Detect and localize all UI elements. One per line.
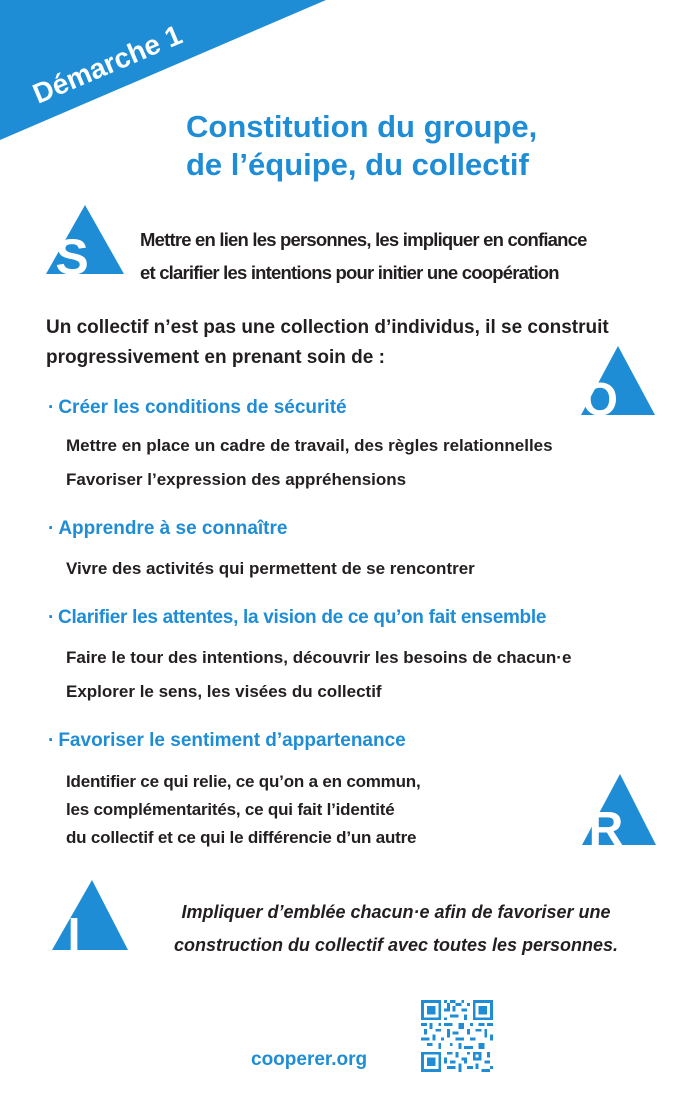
- intro-text: [140, 223, 587, 289]
- section-1-line-1: Mettre en place un cadre de travail, des règles relationnelles: [66, 436, 553, 455]
- triangle-i-letter: I: [67, 908, 81, 952]
- banner-label: Démarche 1: [28, 18, 187, 110]
- bullet: ·: [48, 518, 55, 539]
- lead-line-2: progressivement en prenant soin de :: [46, 347, 385, 368]
- triangle-r-icon: [580, 774, 658, 846]
- section-4-lines: [66, 768, 421, 852]
- closing-line-1: Impliquer d’emblée chacun·e afin de favoriser une: [181, 902, 611, 922]
- section-2-line-1: Vivre des activités qui permettent de se rencontrer: [66, 559, 475, 578]
- triangle-i-icon: [50, 880, 130, 952]
- intro-line-2: et clarifier les intentions pour initier une coopération: [140, 262, 559, 283]
- lead-text: [46, 313, 609, 373]
- bullet: ·: [48, 397, 55, 418]
- triangle-o-icon: [578, 346, 656, 416]
- closing-text: [148, 896, 644, 962]
- title-line-2: de l’équipe, du collectif: [186, 147, 529, 182]
- triangle-s-letter: S: [55, 229, 89, 275]
- triangle-r-letter: R: [588, 803, 624, 846]
- page-title: [186, 108, 537, 184]
- qr-code-icon[interactable]: [421, 1000, 493, 1072]
- triangle-s-icon: [44, 205, 126, 275]
- bullet: ·: [48, 607, 55, 628]
- triangle-o-letter: O: [582, 373, 618, 416]
- section-heading-3: · Clarifier les attentes, la vision de ce qu’on fait ensemble: [48, 607, 547, 628]
- title-line-1: Constitution du groupe,: [186, 109, 538, 144]
- section-3-line-2: Explorer le sens, les visées du collectif: [66, 682, 382, 701]
- section-heading-4: · Favoriser le sentiment d’appartenance: [48, 730, 406, 751]
- section-3-line-1: Faire le tour des intentions, découvrir les besoins de chacun·e: [66, 648, 572, 667]
- bullet: ·: [48, 730, 55, 751]
- section-4-line-3: du collectif et ce qui le différencie d’un autre: [66, 828, 417, 847]
- section-heading-2: · Apprendre à se connaître: [48, 518, 288, 539]
- intro-line-1: Mettre en lien les personnes, les impliquer en confiance: [140, 229, 587, 250]
- section-4-line-1: Identifier ce qui relie, ce qu’on a en commun,: [66, 772, 421, 791]
- section-4-line-2: les complémentarités, ce qui fait l’identité: [66, 800, 395, 819]
- website-link[interactable]: cooperer.org: [251, 1049, 368, 1070]
- closing-line-2: construction du collectif avec toutes les personnes.: [173, 935, 619, 955]
- section-1-line-2: Favoriser l’expression des appréhensions: [66, 470, 407, 489]
- lead-line-1: Un collectif n’est pas une collection d’individus, il se construit: [46, 317, 609, 338]
- section-heading-1: · Créer les conditions de sécurité: [48, 397, 347, 418]
